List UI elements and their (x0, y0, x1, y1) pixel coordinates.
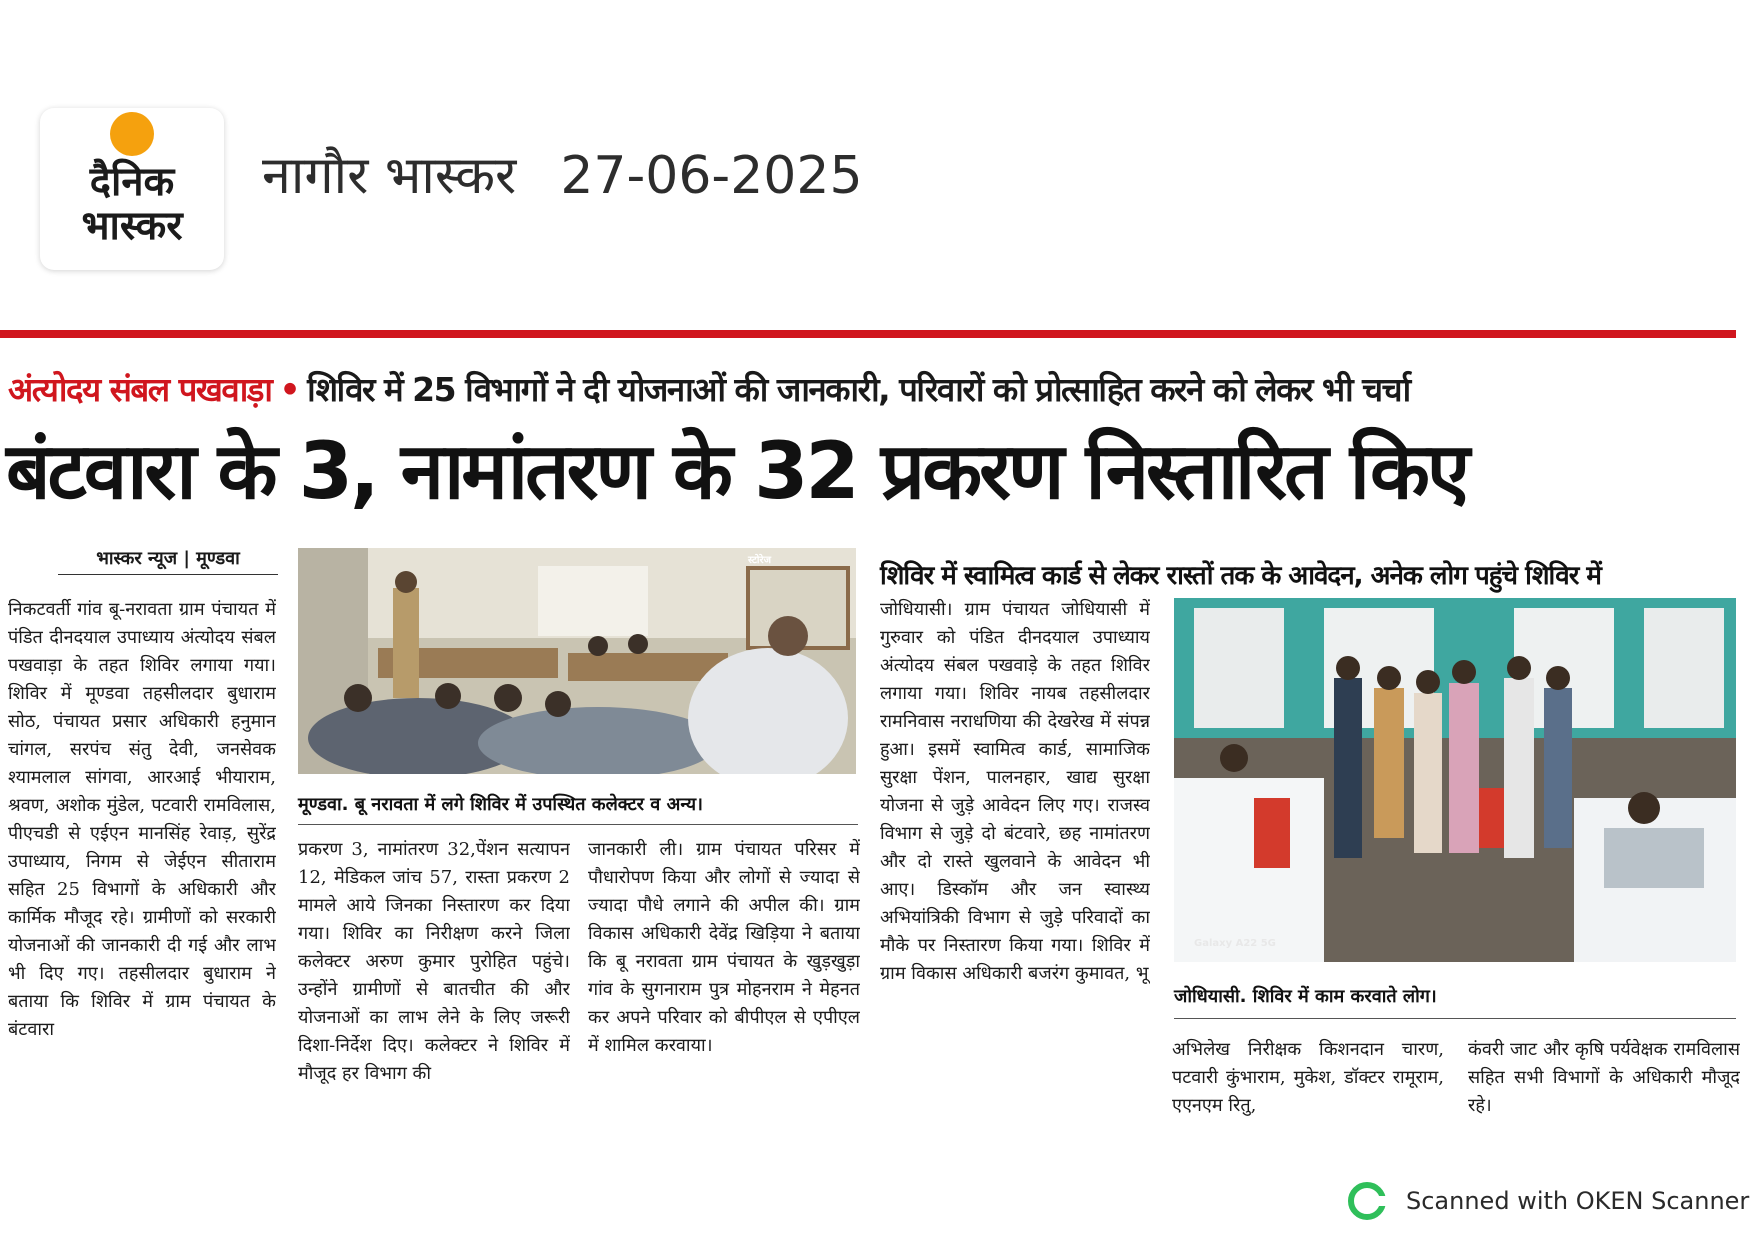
story2-column-1: जोधियासी। ग्राम पंचायत जोधियासी में गुरुवार को पंडित दीनदयाल उपाध्याय अंत्योदय संबल पखवाड़े के तहत शिविर लगाया गया। शिविर नायब तहसीलदार रामनिवास नराधणिया की देखरेख में संपन्न हुआ। इसमें स्वामित्व कार्ड, सामाजिक सुरक्षा पेंशन, पालनहार, खाद्य सुरक्षा योजना से जुड़े आवेदन लिए गए। राजस्व विभाग से जुड़े दो बंटवारे, छह नामांतरण और दो रास्ते खुलवाने के आवेदन भी आए। डिस्कॉम और जन स्वास्थ्य अभियांत्रिकी विभाग से जुड़े परिवादों का मौके पर निस्तारण किया गया। शिविर में ग्राम विकास अधिकारी बजरंग कुमावत, भू (880, 599, 1150, 984)
kicker (8, 372, 1410, 408)
photo1-caption: मूण्डवा. बू नरावता में लगे शिविर में उपस्थित कलेक्टर व अन्य। (298, 794, 703, 815)
caption-divider-1 (298, 824, 858, 825)
story1-column-2: प्रकरण 3, नामांतरण 32,पेंशन सत्यापन 12, मेडिकल जांच 57, रास्ता प्रकरण 2 मामले आये जिनका निस्तारण कर दिया गया। शिविर का निरीक्षण करने जिला कलेक्टर अरुण कुमार पुरोहित पहुंचे। उन्होंने ग्रामीणों से बातचीत की और योजनाओं का लाभ लेने के लिए जरूरी दिशा-निर्देश दिए। कलेक्टर ने शिविर में मौजूद हर विभाग की (298, 839, 570, 1084)
story1-column-1: निकटवर्ती गांव बू-नरावता ग्राम पंचायत में पंडित दीनदयाल उपाध्याय अंत्योदय संबल पखवाड़ा के तहत शिविर लगाया गया। शिविर में मूण्डवा तहसीलदार बुधाराम सोठ, पंचायत प्रसार अधिकारी हनुमान चांगल, सरपंच संतु देवी, जनसेवक श्यामलाल सांगवा, आरआई भीयाराम, श्रवण, अशोक मुंडेल, पटवारी रामविलास, पीएचडी से एईएन मानसिंह रेवाड़, सुरेंद्र उपाध्याय, निगम से जेईएन सीताराम सहित 25 विभागों के अधिकारी और कार्मिक मौजूद रहे। ग्रामीणों को सरकारी योजनाओं की जानकारी दी गई और लाभ भी दिए गए। तहसीलदार बुधाराम ने बताया कि शिविर में ग्राम पंचायत के बंटवारा (8, 599, 276, 1040)
photo2-caption: जोधियासी. शिविर में काम करवाते लोग। (1174, 986, 1437, 1007)
dainik-bhaskar-logo (40, 108, 224, 270)
photo1-stamp: स्टोरेज (748, 555, 772, 566)
kicker-label: अंत्योदय संबल पखवाड़ा (8, 370, 272, 409)
kicker-text: शिविर में 25 विभागों ने दी योजनाओं की जानकारी, परिवारों को प्रोत्साहित करने को लेकर भी चर्चा (307, 370, 1410, 409)
scanner-watermark (1348, 1182, 1749, 1220)
byline: भास्कर न्यूज | मूण्डवा (58, 546, 278, 575)
headline: बंटवारा के 3, नामांतरण के 32 प्रकरण निस्तारित किए (6, 427, 1467, 517)
edition-name: नागौर भास्कर (262, 146, 517, 206)
masthead (262, 146, 863, 206)
camp-photo-jodhiyasi (1174, 598, 1736, 962)
photo2-stamp: Galaxy A22 5G (1194, 938, 1276, 949)
caption-divider-2 (1174, 1018, 1736, 1019)
story2-column-3: कंवरी जाट और कृषि पर्यवेक्षक रामविलास सहित सभी विभागों के अधिकारी मौजूद रहे। (1468, 1039, 1740, 1116)
edition-date: 27-06-2025 (560, 146, 863, 206)
story1-column-3: जानकारी ली। ग्राम पंचायत परिसर में पौधारोपण किया और लोगों से ज्यादा से ज्यादा पौधे लगाने की अपील की। ग्राम विकास अधिकारी देवेंद्र खिड़िया ने बताया कि बू नरावता ग्राम पंचायत के खुड़खुड़ा गांव के सुगनाराम पुत्र मोहनराम ने मेहनत कर अपने परिवार को बीपीएल से एपीएल में शामिल करवाया। (588, 839, 860, 1056)
scanner-text: Scanned with OKEN Scanner (1406, 1187, 1750, 1215)
kicker-bullet: • (279, 370, 300, 409)
camp-photo-mundwa (298, 548, 856, 774)
sun-icon (110, 112, 154, 156)
logo-line-2: भास्कर (81, 202, 183, 249)
section-rule (0, 330, 1736, 338)
oken-scanner-icon (1348, 1182, 1386, 1220)
story2-column-2: अभिलेख निरीक्षक किशनदान चारण, पटवारी कुंभाराम, मुकेश, डॉक्टर रामूराम, एएनएम रितु, (1172, 1039, 1444, 1116)
logo-line-1: दैनिक (89, 158, 175, 205)
story2-subhead: शिविर में स्वामित्व कार्ड से लेकर रास्तों तक के आवेदन, अनेक लोग पहुंचे शिविर में (880, 561, 1601, 591)
